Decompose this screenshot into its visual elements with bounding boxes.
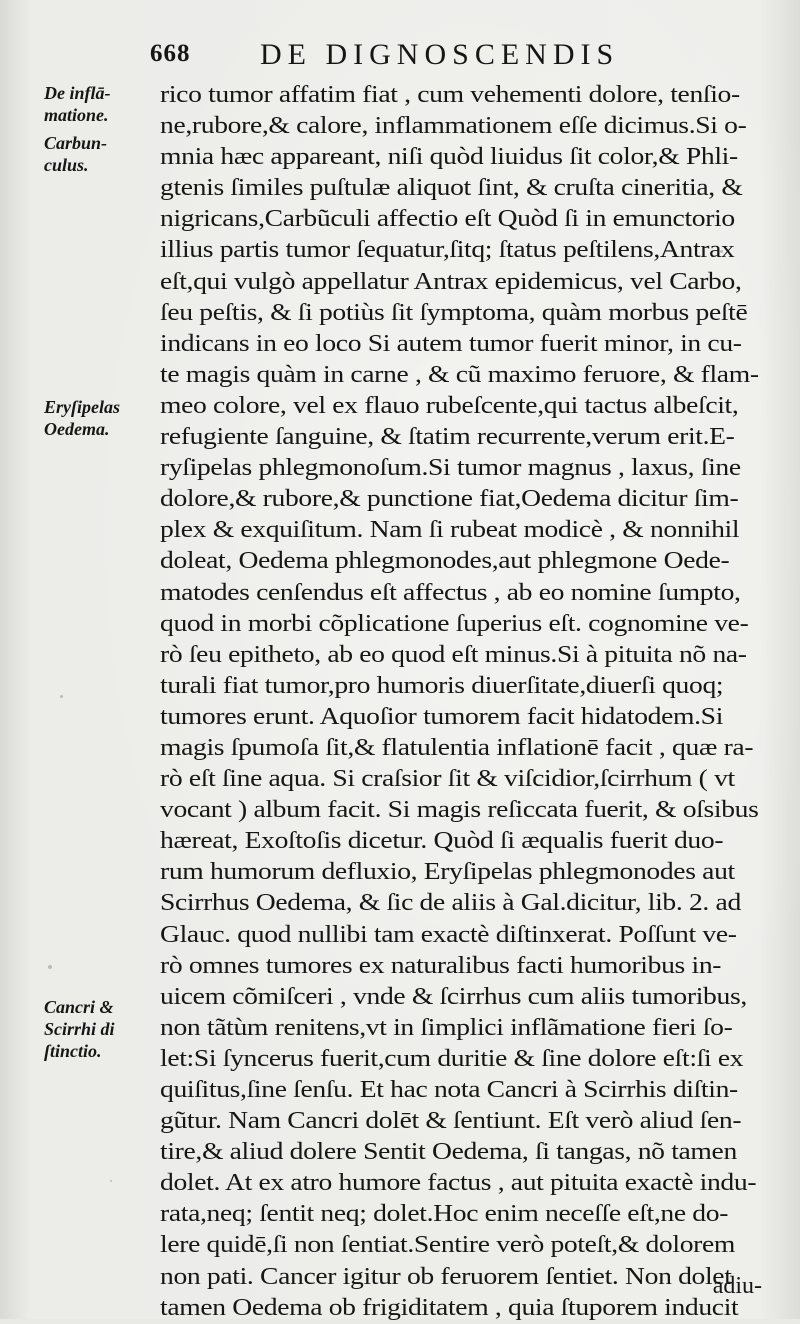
- text-line: refugiente ſanguine, & ſtatim recurrente,verum erit.E-: [160, 424, 735, 451]
- body-text: [160, 80, 765, 1324]
- text-line: non pati. Cancer igitur ob feruorem ſentiet. Non dolet: [160, 1263, 732, 1290]
- text-line: tire,& aliud dolere Sentit Oedema, ſi tangas, nõ tamen: [160, 1139, 737, 1166]
- text-line: turali fiat tumor,pro humoris diuerſitate,diuerſi quoq;: [160, 672, 724, 699]
- margin-note-erysipelas: [44, 396, 120, 440]
- text-line: plex & exquiſitum. Nam ſi rubeat modicè , & nonnihil: [160, 517, 740, 544]
- text-line: quod in morbi cõplicatione ſuperius eſt. cognomine ve-: [160, 610, 749, 637]
- ink-speck: [110, 1180, 112, 1182]
- margin-note-line: matione.: [44, 105, 109, 125]
- text-line: rum humorum defluxio, Eryſipelas phlegmonodes aut: [160, 859, 735, 886]
- text-line: ſeu peſtis, & ſi potiùs ſit ſymptoma, quàm morbus peſtē: [160, 299, 748, 326]
- margin-note-line: De inflā-: [44, 83, 111, 103]
- text-line: gtenis ſimiles puſtulæ aliquot ſint, & cruſta cineritia, &: [160, 175, 743, 202]
- text-line: dolore,& rubore,& punctione fiat,Oedema dicitur ſim-: [160, 486, 739, 513]
- text-line: dolet. At ex atro humore factus , aut pituita exactè indu-: [160, 1170, 757, 1197]
- text-line: ryſipelas phlegmonoſum.Si tumor magnus , laxus, ſine: [160, 455, 741, 482]
- margin-note-line: Scirrhi di: [44, 1019, 115, 1039]
- running-head: DE DIGNOSCENDIS: [260, 38, 620, 71]
- text-line: vocant ) album facit. Si magis reſiccata fuerit, & oſsibus: [160, 797, 759, 824]
- text-line: eſt,qui vulgò appellatur Antrax epidemicus, vel Carbo,: [160, 268, 742, 295]
- margin-note-line: culus.: [44, 155, 89, 175]
- text-line: let:Si ſyncerus fuerit,cum duritie & ſine dolore eſt:ſi ex: [160, 1045, 744, 1072]
- margin-note-line: Cancri &: [44, 997, 114, 1017]
- text-line: te magis quàm in carne , & cũ maximo feruore, & flam-: [160, 361, 759, 388]
- text-line: gũtur. Nam Cancri dolēt & ſentiunt. Eſt verò aliud ſen-: [160, 1108, 742, 1135]
- text-line: Scirrhus Oedema, & ſic de aliis à Gal.dicitur, lib. 2. ad: [160, 890, 741, 917]
- text-line: lere quidē,ſi non ſentiat.Sentire verò poteſt,& dolorem: [160, 1232, 736, 1259]
- margin-note-cancri: [44, 996, 115, 1062]
- page-number: 668: [150, 40, 191, 67]
- margin-note-line: Oedema.: [44, 419, 110, 439]
- text-line: non tãtùm renitens,vt in ſimplici inflãmatione fieri ſo-: [160, 1014, 733, 1041]
- catchword: adiu-: [712, 1273, 762, 1299]
- text-line: ne,rubore,& calore, inflammationem eſſe dicimus.Si o-: [160, 113, 747, 140]
- text-line: rò omnes tumores ex naturalibus facti humoribus in-: [160, 952, 722, 979]
- text-line: uicem cõmiſceri , vnde & ſcirrhus cum aliis tumoribus,: [160, 983, 747, 1010]
- margin-note-inflammatione: [44, 82, 111, 176]
- text-line: rò eſt ſine aqua. Si craſsior ſit & viſcidior,ſcirrhum ( vt: [160, 766, 735, 793]
- text-line: matodes cenſendus eſt affectus , ab eo nomine ſumpto,: [160, 579, 741, 606]
- text-line: meo colore, vel ex flauo rubeſcente,qui tactus albeſcit,: [160, 392, 739, 419]
- text-line: Glauc. quod nullibi tam exactè diſtinxerat. Poſſunt ve-: [160, 921, 737, 948]
- ink-speck: [60, 695, 63, 698]
- text-line: rico tumor affatim fiat , cum vehementi dolore, tenſio-: [160, 82, 740, 108]
- margin-note-line: Eryſipelas: [44, 397, 120, 417]
- text-line: rò ſeu epitheto, ab eo quod eſt minus.Si à pituita nõ na-: [160, 641, 747, 668]
- text-line: rata,neq; ſentit neq; dolet.Hoc enim neceſſe eſt,ne do-: [160, 1201, 729, 1228]
- text-line: tumores erunt. Aquoſior tumorem facit hidatodem.Si: [160, 703, 724, 730]
- ink-speck: [48, 965, 52, 969]
- text-line: nigricans,Carbũculi affectio eſt Quòd ſi in emunctorio: [160, 206, 735, 233]
- text-line: doleat, Oedema phlegmonodes,aut phlegmone Oede-: [160, 548, 730, 575]
- margin-note-line: Carbun-: [44, 133, 108, 153]
- ink-speck: [720, 250, 723, 253]
- text-line: illius partis tumor ſequatur,ſitq; ſtatus peſtilens,Antrax: [160, 237, 735, 264]
- text-line: tamen Oedema ob frigiditatem , quia ſtuporem inducit: [160, 1294, 739, 1321]
- page-header: [150, 38, 710, 78]
- text-line: hæreat, Exoſtoſis dicetur. Quòd ſi æqualis fuerit duo-: [160, 828, 724, 855]
- text-line: quiſitus,ſine ſenſu. Et hac nota Cancri à Scirrhis diſtin-: [160, 1077, 738, 1103]
- margin-note-line: ſtinctio.: [44, 1041, 102, 1061]
- text-line: mnia hæc appareant, niſi quòd liuidus ſit color,& Phli-: [160, 144, 738, 171]
- text-line: indicans in eo loco Si autem tumor fuerit minor, in cu-: [160, 330, 742, 357]
- text-line: magis ſpumoſa ſit,& flatulentia inflationē facit , quæ ra-: [160, 734, 754, 761]
